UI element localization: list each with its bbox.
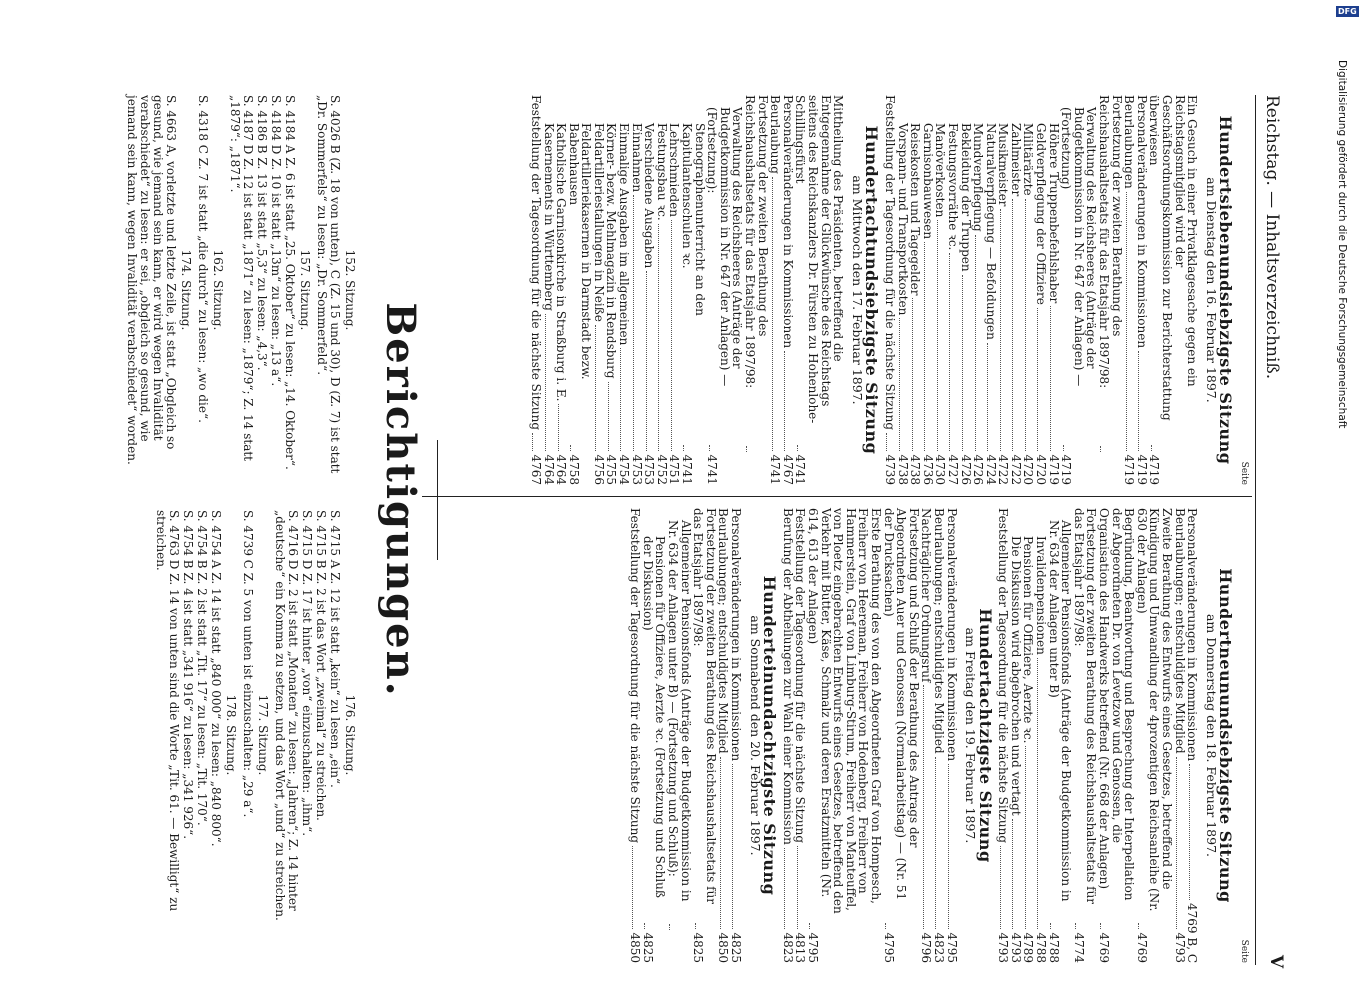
toc-entry-page: 4756 — [591, 454, 606, 485]
berichtigungen-right — [153, 510, 360, 960]
toc-entry-text: Geldverpflegung der Offiziere — [1034, 123, 1049, 305]
toc-entry — [806, 508, 882, 963]
toc-entry-text: Mundverpflegung — [971, 123, 986, 232]
toc-entry-text: Pensionen für Offiziere, Aerzte ꝛc. — [1021, 536, 1036, 744]
correction-entry: S. 4715 B Z. 2 ist das Wort „zweimal“ zu streichen. — [314, 510, 328, 821]
toc-entry — [1097, 508, 1135, 963]
toc-entry-text: Kasernements in Württemberg — [541, 123, 556, 311]
toc-entry-page: 4788 — [1034, 932, 1049, 963]
toc-entry — [655, 95, 668, 485]
leader-dots — [658, 224, 659, 452]
correction-sitzung: 174. Sitzung. — [179, 249, 193, 331]
section-date: am Mittwoch den 17. Februar 1897. — [849, 175, 865, 405]
leader-dots — [948, 764, 949, 929]
toc-section — [882, 95, 1236, 485]
toc-entry-text: Garnisonbauwesen — [920, 123, 935, 240]
toc-entry — [1047, 508, 1072, 963]
correction-sitzung: 177. Sitzung. — [256, 694, 270, 776]
toc-entry-page: 4774 — [1071, 932, 1086, 963]
toc-entry-text: Körner- bezw. Mehlmagazin in Rendsburg — [604, 123, 619, 379]
toc-entry-text: Feststellung der Tagesordnung für die nächste Sitzung — [528, 95, 543, 431]
toc-entry — [668, 95, 681, 485]
toc-entry — [794, 95, 844, 485]
toc-entry-page: 4722 — [996, 454, 1011, 485]
leader-dots — [1000, 209, 1001, 451]
leader-dots — [885, 923, 886, 929]
toc-entry-text: Einnahmen — [629, 123, 644, 193]
toc-entry-text: Stenographenunterricht an den Kapitulantenschulen ꝛc. — [680, 123, 707, 316]
toc-entry-page: 4722 — [1008, 454, 1023, 485]
toc-entry-text: Berufung der Abtheilungen zur Wahl einer Kommission — [780, 508, 795, 845]
toc-entry — [769, 95, 782, 485]
toc-entry-text: Zahlmeister — [1008, 123, 1023, 197]
correction-entry: S. 4184 D Z. 10 ist statt „13m“ zu lesen: „13 a“. — [269, 95, 283, 387]
toc-entry-page: 4767 — [780, 454, 795, 485]
correction-sitzung: 178. Sitzung. — [224, 694, 238, 776]
correction-entry: S. 4318 C Z. 7 ist statt „die durch“ zu lesen: „wo die“. — [196, 95, 210, 423]
leader-dots — [784, 351, 785, 451]
toc-entry — [641, 508, 666, 963]
toc-entry-page: 4720 — [1021, 454, 1036, 485]
leader-dots — [732, 764, 733, 929]
toc-entry-page: 4767 — [528, 454, 543, 485]
toc-entry — [1148, 95, 1198, 485]
toc-entry — [781, 95, 794, 485]
section-title: Hunderteinundachtzigste Sitzung — [760, 575, 780, 896]
section-title: Hundertsiebenundsiebzigste Sitzung — [1216, 115, 1236, 465]
toc-entry-page: 4825 — [729, 932, 744, 963]
toc-entry-text: Zweite Berathung des Entwurfs eines Gesetzes, betreffend die Kündigung und Umwandlung der 4prozentigen Reichsanleihe (Nr. 630 der Anlagen) — [1134, 508, 1175, 912]
toc-left-column — [529, 95, 1250, 485]
correction-entry: S. 4715 D Z. 17 ist hinter „von“ einzuschalten: „ihm“. — [300, 510, 314, 837]
toc-entry-text: Manöverkosten — [933, 123, 948, 218]
leader-dots — [949, 253, 950, 451]
correction-entry: S. 4716 D Z. 2 ist statt „Monaten“ zu lesen: „Jahren“; Z. 14 hinter „deutsche“ ein Komma zu setzen, und das Wort „und“ zu streichen. — [273, 510, 300, 921]
toc-entry-text: Bekleidung der Truppen — [958, 123, 973, 272]
toc-entry-page: 4754 — [617, 454, 632, 485]
toc-entry-text: Ein Gesuch in einer Privatklagesache gegen ein Reichstagsmitglied wird der Geschäftsordnungskommission zur Berichterstattung überwiesen — [1147, 95, 1200, 421]
correction-entry: S. 4187 D Z. 12 ist statt „1871“ zu lesen: „1879“; Z. 14 statt „1879“: „1871“. — [228, 95, 255, 461]
leader-dots — [1075, 923, 1076, 929]
toc-entry-page: 4796 — [919, 932, 934, 963]
section-date: am Sonnabend den 20. Februar 1897. — [747, 615, 763, 856]
toc-entry-text: Fortsetzung der zweiten Berathung des Reichshaushaltsetats für das Etatsjahr 1897/98: — [743, 95, 770, 389]
toc-entry-page: 4769 B, C — [1185, 903, 1200, 963]
toc-entry-text: Personalveränderungen in Kommissionen — [1134, 95, 1149, 349]
leader-dots — [772, 177, 773, 452]
toc-entry-page: 4741 — [793, 454, 808, 485]
toc-entry-text: Einmalige Ausgaben im allgemeinen — [617, 123, 632, 346]
toc-entry-text: Fortsetzung und Schluß der Berathung des Antrags der Abgeordneten Auer und Genossen (Normalarbeitstag) — (Nr. 51 der Drucksachen) — [881, 508, 921, 901]
leader-dots — [1176, 757, 1177, 930]
toc-entry-text: Festungsvorräthe ꝛc. — [945, 123, 960, 251]
leader-dots — [1100, 446, 1101, 452]
running-head-left: Reichstag. — Inhaltsverzeichniß. — [1262, 95, 1282, 380]
toc-entry — [1047, 95, 1060, 485]
toc-entry-text: Verwaltung des Reichsheeres (Anträge der Budgetkommission in Nr. 647 der Anlagen) — (Fortsetzung) — [1059, 107, 1099, 387]
correction-entry: S. 4663 A, vorletzte und letzte Zeile, ist statt „Obgleich so gesund, wie jemand sein kann, er wird wegen Invalidität verabschiedet“ zu lesen: er sei, „obgleich so gesund, wie jemand sein kann, wegen Invalidität verabschiedet“ worden. — [125, 95, 178, 465]
toc-entry-page: 4719 — [1046, 454, 1061, 485]
berichtigungen-left — [124, 95, 360, 485]
toc-entry — [1009, 508, 1022, 963]
toc-entry — [920, 508, 933, 963]
toc-entry — [692, 508, 717, 963]
toc-entry-page: 4719 — [1134, 454, 1149, 485]
toc-entry — [542, 95, 555, 485]
toc-entry-page: 4758 — [566, 454, 581, 485]
section-title: Hundertneunundsiebzigste Sitzung — [1216, 568, 1236, 903]
leader-dots — [1038, 658, 1039, 930]
leader-dots — [1012, 199, 1013, 451]
leader-dots — [797, 846, 798, 929]
correction-sitzung: 162. Sitzung. — [211, 249, 225, 331]
section-date: am Dienstag den 16. Februar 1897. — [1203, 177, 1219, 403]
toc-entry-text: Allgemeiner Pensionsfonds (Anträge der Budgetkommission in Nr. 634 der Anlagen unter B) — [1046, 520, 1074, 902]
toc-entry-text: Naturalverpflegung — Befoldungen — [983, 123, 998, 340]
toc-entry — [934, 95, 947, 485]
toc-entry-page: 4755 — [604, 454, 619, 485]
leader-dots — [644, 923, 645, 929]
toc-entry-page: 4823 — [931, 932, 946, 963]
correction-entry: S. 4754 B Z. 2 ist statt „Tit. 17“ zu lesen: „Tit. 170“. — [195, 510, 209, 826]
leader-dots — [608, 382, 609, 452]
toc-section — [528, 95, 882, 485]
toc-entry — [1072, 508, 1097, 963]
toc-entry-page: 4793 — [1172, 932, 1187, 963]
leader-dots — [595, 325, 596, 452]
toc-entry-page: 4795 — [881, 932, 896, 963]
leader-dots — [1050, 923, 1051, 929]
leader-dots — [886, 433, 887, 451]
toc-entry-page: 4738 — [908, 454, 923, 485]
toc-entry — [921, 95, 934, 485]
toc-entry-text: Feststellung der Tagesordnung für die nächste Sitzung — [628, 508, 643, 844]
toc-entry-page: 4823 — [780, 932, 795, 963]
toc-entry-text: Feldartilleriestallungen in Neiße — [591, 123, 606, 322]
leader-dots — [784, 848, 785, 930]
toc-entry — [1135, 95, 1148, 485]
toc-entry-page: 4738 — [895, 454, 910, 485]
leader-dots — [683, 445, 684, 451]
toc-entry-text: Festungsbau ꝛc. — [654, 123, 669, 221]
toc-entry — [555, 95, 568, 485]
toc-entry — [972, 95, 985, 485]
toc-entry-text: Lehrschmieden — [667, 123, 682, 217]
toc-entry-text: Personalveränderungen in Kommissionen — [944, 508, 959, 762]
leader-dots — [924, 242, 925, 451]
correction-entry: S. 4754 A Z. 14 ist statt „840 000“ zu lesen: „840 800“. — [209, 510, 223, 847]
correction-entry: S. 4754 B Z. 4 ist statt „341 916“ zu lesen: „341 926“. — [181, 510, 195, 840]
toc-entry-page: 4850 — [628, 932, 643, 963]
toc-entry-page: 4751 — [667, 454, 682, 485]
toc-entry-page: 4719 — [1122, 454, 1137, 485]
toc-entry-page: 4727 — [945, 454, 960, 485]
toc-entry-text: Personalveränderungen in Kommissionen — [729, 508, 744, 762]
toc-entry — [997, 508, 1010, 963]
toc-entry — [984, 95, 997, 485]
toc-entry-text: Personalveränderungen in Kommissionen — [780, 95, 795, 349]
toc-entry — [1009, 95, 1022, 485]
leader-dots — [809, 923, 810, 929]
leader-dots — [545, 314, 546, 451]
seite-label: Seite — [1239, 939, 1249, 963]
toc-entry — [1022, 508, 1035, 963]
leader-dots — [1138, 923, 1139, 929]
leader-dots — [937, 220, 938, 451]
leader-dots — [709, 445, 710, 451]
leader-dots — [1126, 192, 1127, 452]
leader-dots — [1189, 764, 1190, 900]
toc-entry-text: Feldartilleriekasernen in Darmstadt bezw. Babenhausen — [566, 123, 594, 380]
digitization-note: Digitalisierung gefördert durch die Deutsche Forschungsgemeinschaft — [1336, 60, 1348, 429]
toc-entry — [909, 95, 922, 485]
toc-entry-text: Allgemeiner Pensionsfonds (Anträge der Budgetkommission in Nr. 634 der Anlagen unter B) — (Fortsetzung und Schluß): — [666, 520, 693, 902]
toc-entry-page: 4789 — [1021, 932, 1036, 963]
toc-entry-page: 4719 — [1147, 454, 1162, 485]
toc-entry-text: Katholische Garnisonkirche in Straßburg i. E. — [554, 123, 569, 402]
berichtigungen-title: Berichtigungen. — [377, 302, 424, 698]
leader-dots — [646, 271, 647, 451]
correction-entry: S. 4186 B Z. 13 ist statt „5,3“ zu lesen: „4,3“. — [255, 95, 269, 371]
leader-dots — [558, 404, 559, 451]
toc-entry-page: 4753 — [642, 454, 657, 485]
toc-entry-page: 4850 — [716, 932, 731, 963]
leader-dots — [1012, 819, 1013, 930]
dfg-logo: DFG — [1338, 7, 1357, 16]
toc-entry — [1060, 95, 1098, 485]
toc-entry-page: 4788 — [1046, 932, 1061, 963]
correction-sitzung: 176. Sitzung. — [343, 694, 357, 776]
toc-entry-page: 4752 — [654, 454, 669, 485]
toc-section — [996, 508, 1236, 963]
toc-entry-text: Reisekosten und Tagegelder — [908, 123, 923, 296]
leader-dots — [695, 923, 696, 929]
leader-dots — [669, 924, 670, 930]
toc-entry — [959, 95, 972, 485]
correction-entry: S. 4026 B (Z. 18 von unten), C (Z. 15 und 30), D (Z. 7) ist statt „Dr. Sommerfels“ zu lesen: „Dr. Sommerfeld“. — [315, 95, 342, 474]
toc-entry — [1173, 508, 1186, 963]
leader-dots — [532, 433, 533, 451]
header-rule — [1255, 95, 1256, 965]
toc-entry-page: 4720 — [1034, 454, 1049, 485]
correction-entry: S. 4184 A Z. 6 ist statt „25. Oktober“ zu lesen: „14. Oktober“. — [283, 95, 297, 470]
leader-dots — [987, 343, 988, 452]
toc-entry — [1022, 95, 1035, 485]
section-date: am Donnerstag den 18. Februar 1897. — [1203, 613, 1219, 858]
toc-entry-text: Mittheilung des Präsidenten, betreffend die Entgegennahme der Glückwünsche des Reichstags seitens des Reichskanzlers Dr. Fürsten zu Hohenlohe-Schillingsfürst — [793, 95, 846, 424]
toc-entry-text: Beurlaubungen; entschuldigtes Mitglied — [931, 508, 946, 754]
toc-entry-text: Verwaltung des Reichsheeres (Anträge der Budgetkommission in Nr. 647 der Anlagen) — (Fortsetzung): — [705, 107, 745, 387]
toc-entry — [529, 95, 542, 485]
toc-entry-page: 4793 — [996, 932, 1011, 963]
leader-dots — [1025, 199, 1026, 452]
toc-entry — [717, 508, 730, 963]
leader-dots — [671, 220, 672, 451]
toc-entry-text: Militärärzte — [1021, 123, 1036, 196]
leader-dots — [621, 348, 622, 451]
leader-dots — [1151, 445, 1152, 451]
toc-entry-text: Begründung, Beantwortung und Besprechung der Interpellation der Abgeordneten Dr. von Levetzow und Genossen, die Organisation des Handwerks betreffend (Nr. 668 der Anlagen) — [1097, 508, 1137, 901]
leader-dots — [899, 318, 900, 451]
toc-entry-text: Die Diskussion wird abgebrochen und vertagt — [1008, 536, 1023, 816]
toc-entry — [629, 508, 642, 963]
correction-entry: S. 4715 A Z. 12 ist statt „kein“ zu lesen „ein“. — [328, 510, 342, 788]
toc-entry-text: Invalidenpensionen — [1034, 536, 1049, 655]
toc-entry-text: Musikmeister — [996, 123, 1011, 207]
toc-entry — [946, 95, 959, 485]
toc-entry-text: Fortsetzung der zweiten Berathung des Reichshaushaltsetats für das Etatsjahr 1897/98: — [1097, 95, 1124, 389]
toc-entry — [794, 508, 807, 963]
toc-entry — [729, 508, 742, 963]
toc-entry-text: Pensionen für Offiziere, Aerzte ꝛc. (Fortsetzung und Schluß der Diskussion) — [640, 536, 668, 898]
toc-entry-text: Feststellung der Tagesordnung für die nächste Sitzung — [996, 508, 1011, 844]
toc-entry — [630, 95, 643, 485]
seite-label: Seite — [1239, 461, 1249, 485]
toc-entry — [883, 95, 896, 485]
leader-dots — [1100, 923, 1101, 929]
toc-entry-text: Erste Berathung des von den Abgeordneten Graf von Hompesch, Freiherr von Heereman, Freiherr von Hodenberg, Freiherr von Hammerstein, Graf von Limburg-Stirum, Freiherr von Manteuffel, von Ploetz eingebrachten Entwurfs eines Gesetzes, betreffend den Verkehr mit Butter, Käse, Schmalz und deren Ersatzmitteln (Nr. 614, 613 der Anlagen) — [806, 508, 883, 914]
toc-entry-text: Personalveränderungen in Kommissionen — [1185, 508, 1200, 762]
leader-dots — [797, 445, 798, 451]
toc-entry-page: 4730 — [933, 454, 948, 485]
toc-entry-text: Beurlaubungen — [1122, 95, 1137, 189]
toc-entry — [743, 95, 768, 485]
leader-dots — [720, 757, 721, 930]
correction-entry: S. 4763 D Z. 14 von unten sind die Worte „Tit. 61. — Bewilligt“ zu streichen. — [154, 510, 181, 912]
toc-entry-page: 4753 — [629, 454, 644, 485]
toc-entry-page: 4825 — [691, 932, 706, 963]
toc-entry-page: 4793 — [1008, 932, 1023, 963]
column-divider — [422, 496, 1252, 497]
toc-right-column — [629, 508, 1250, 963]
toc-entry-page: 4769 — [1097, 932, 1112, 963]
toc-entry — [643, 95, 656, 485]
toc-entry-text: Feststellung der Tagesordnung für die nächste Sitzung — [793, 508, 808, 844]
toc-entry-page: 4726 — [958, 454, 973, 485]
toc-entry-page: 4764 — [554, 454, 569, 485]
leader-dots — [1038, 308, 1039, 452]
toc-entry — [1135, 508, 1173, 963]
leader-dots — [923, 685, 924, 929]
toc-entry-page: 4795 — [944, 932, 959, 963]
section-date: am Freitag den 19. Februar 1897. — [963, 627, 979, 844]
leader-dots — [1138, 351, 1139, 451]
correction-sitzung: 152. Sitzung. — [343, 249, 357, 331]
correction-entry: S. 4739 C Z. 5 von unten ist einzuschalten: „29 a“. — [241, 510, 255, 818]
toc-entry-page: 4741 — [680, 454, 695, 485]
toc-entry — [1123, 95, 1136, 485]
leader-dots — [746, 446, 747, 452]
toc-entry — [592, 95, 605, 485]
page-number-roman: V — [1266, 955, 1286, 969]
leader-dots — [633, 195, 634, 451]
toc-entry-page: 4741 — [768, 454, 783, 485]
toc-entry-text: Beurlaubungen; entschuldigtes Mitglied — [1172, 508, 1187, 754]
leader-dots — [912, 298, 913, 451]
toc-entry — [1097, 95, 1122, 485]
section-title: Hundertachtzigste Sitzung — [975, 608, 995, 863]
toc-entry — [997, 95, 1010, 485]
toc-entry-text: Beurlaubungen; entschuldigtes Mitglied — [716, 508, 731, 754]
toc-entry-page: 4825 — [640, 932, 655, 963]
toc-entry — [945, 508, 958, 963]
leader-dots — [1063, 445, 1064, 451]
toc-entry-text: Vorspann- und Transportkosten — [895, 123, 910, 316]
toc-entry — [882, 508, 920, 963]
leader-dots — [632, 846, 633, 929]
leader-dots — [570, 445, 571, 451]
toc-section — [628, 508, 780, 963]
toc-entry-page: 4739 — [882, 454, 897, 485]
toc-entry-page: 4795 — [806, 932, 820, 963]
toc-entry-text: Feststellung der Tagesordnung für die nächste Sitzung — [882, 95, 897, 431]
toc-entry-page: 4813 — [793, 932, 808, 963]
toc-entry — [706, 95, 744, 485]
leader-dots — [975, 235, 976, 452]
toc-entry-page: 4726 — [971, 454, 986, 485]
toc-entry — [605, 95, 618, 485]
toc-entry — [618, 95, 631, 485]
toc-entry — [567, 95, 592, 485]
toc-entry-text: Fortsetzung der zweiten Berathung des Reichshaushaltsetats für das Etatsjahr 1897/98: — [1071, 508, 1099, 905]
toc-section — [780, 508, 995, 963]
toc-entry-text: Höhere Truppenbefehlshaber — [1046, 123, 1061, 304]
toc-entry-text: Nachträglicher Ordnungsruf — [919, 508, 934, 683]
toc-entry — [1035, 508, 1048, 963]
toc-entry-text: Verschiedene Ausgaben — [642, 123, 657, 269]
toc-entry-text: Fortsetzung der zweiten Berathung des Reichshaushaltsetats für das Etatsjahr 1897/98: — [691, 508, 718, 905]
correction-sitzung: 157. Sitzung. — [298, 249, 312, 331]
toc-entry-page: 4741 — [705, 454, 720, 485]
section-title: Hundertachtundsiebzigste Sitzung — [862, 125, 882, 455]
toc-entry — [932, 508, 945, 963]
toc-entry — [1186, 508, 1199, 963]
leader-dots — [935, 757, 936, 930]
toc-entry — [781, 508, 794, 963]
leader-dots — [1025, 746, 1026, 929]
toc-entry — [680, 95, 705, 485]
toc-entry-text: Beurlaubung — [768, 95, 783, 174]
leader-dots — [1000, 846, 1001, 929]
berichtigungen-rule — [437, 440, 438, 560]
toc-entry — [896, 95, 909, 485]
toc-entry — [1035, 95, 1048, 485]
toc-entry-page: 4764 — [541, 454, 556, 485]
toc-entry-page: 4724 — [983, 454, 998, 485]
leader-dots — [962, 275, 963, 452]
toc-entry — [666, 508, 691, 963]
toc-entry-page: 4769 — [1134, 932, 1149, 963]
toc-entry-page: 4719 — [1059, 454, 1074, 485]
toc-entry-page: 4736 — [920, 454, 935, 485]
leader-dots — [1050, 306, 1051, 451]
